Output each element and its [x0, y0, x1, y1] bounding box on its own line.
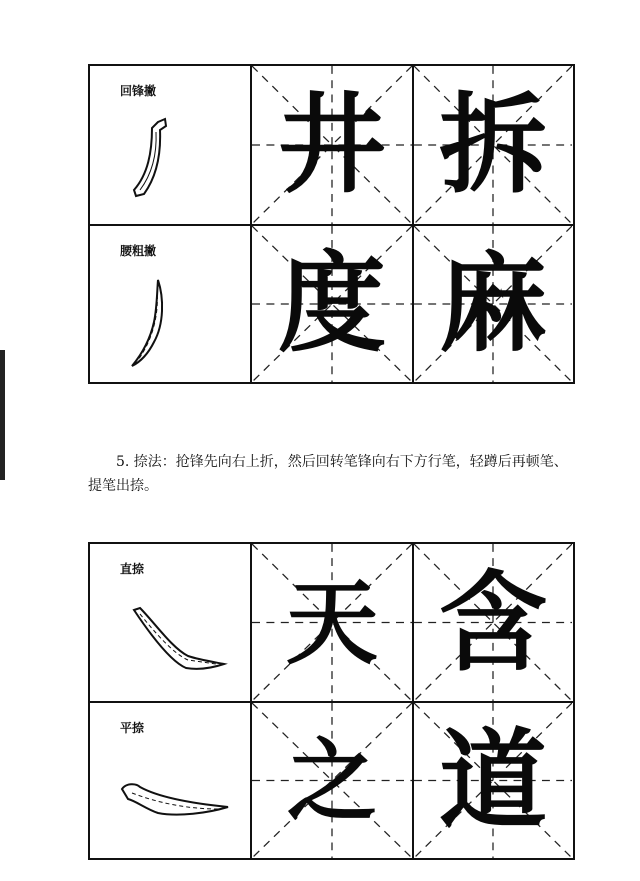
- stroke-example-cell: [90, 703, 250, 858]
- straight-na-stroke-icon: [128, 604, 228, 674]
- character-cell: [252, 66, 412, 224]
- page-edge-mark: [0, 350, 5, 480]
- stroke-example-cell: [90, 544, 250, 701]
- calligraphy-character: 含: [438, 559, 547, 686]
- character-cell: [414, 544, 572, 701]
- stroke-name-label: 平捺: [120, 721, 145, 735]
- stroke-example-cell: [90, 66, 250, 224]
- flat-na-stroke-icon: [118, 779, 233, 824]
- character-cell: [252, 703, 412, 858]
- character-cell: [414, 66, 572, 224]
- character-cell: [414, 226, 572, 382]
- calligraphy-character: 之: [287, 727, 377, 834]
- character-cell: [252, 226, 412, 382]
- stroke-example-cell: [90, 226, 250, 382]
- stroke-name-label: 直捺: [120, 562, 145, 576]
- character-cell: [414, 703, 572, 858]
- stroke-grid-2: [88, 542, 575, 860]
- stroke-grid-1: [88, 64, 575, 384]
- stroke-name-label: 腰粗撇: [120, 244, 157, 258]
- calligraphy-character: 井: [277, 82, 386, 208]
- character-cell: [252, 544, 412, 701]
- thick-pie-stroke-icon: [128, 276, 168, 371]
- stroke-description: [88, 450, 578, 498]
- stroke-name-label: 回锋撇: [120, 84, 157, 98]
- calligraphy-character: 拆: [438, 82, 547, 208]
- hook-pie-stroke-icon: [130, 116, 170, 201]
- calligraphy-character: 天: [285, 568, 378, 677]
- calligraphy-character: 度: [277, 241, 386, 367]
- calligraphy-character: 道: [438, 717, 547, 844]
- calligraphy-character: 麻: [438, 241, 547, 367]
- description-paragraph: 5. 捺法：抢锋先向右上折，然后回转笔锋向右下方行笔，轻蹲后再顿笔、提笔出捺。: [88, 454, 568, 494]
